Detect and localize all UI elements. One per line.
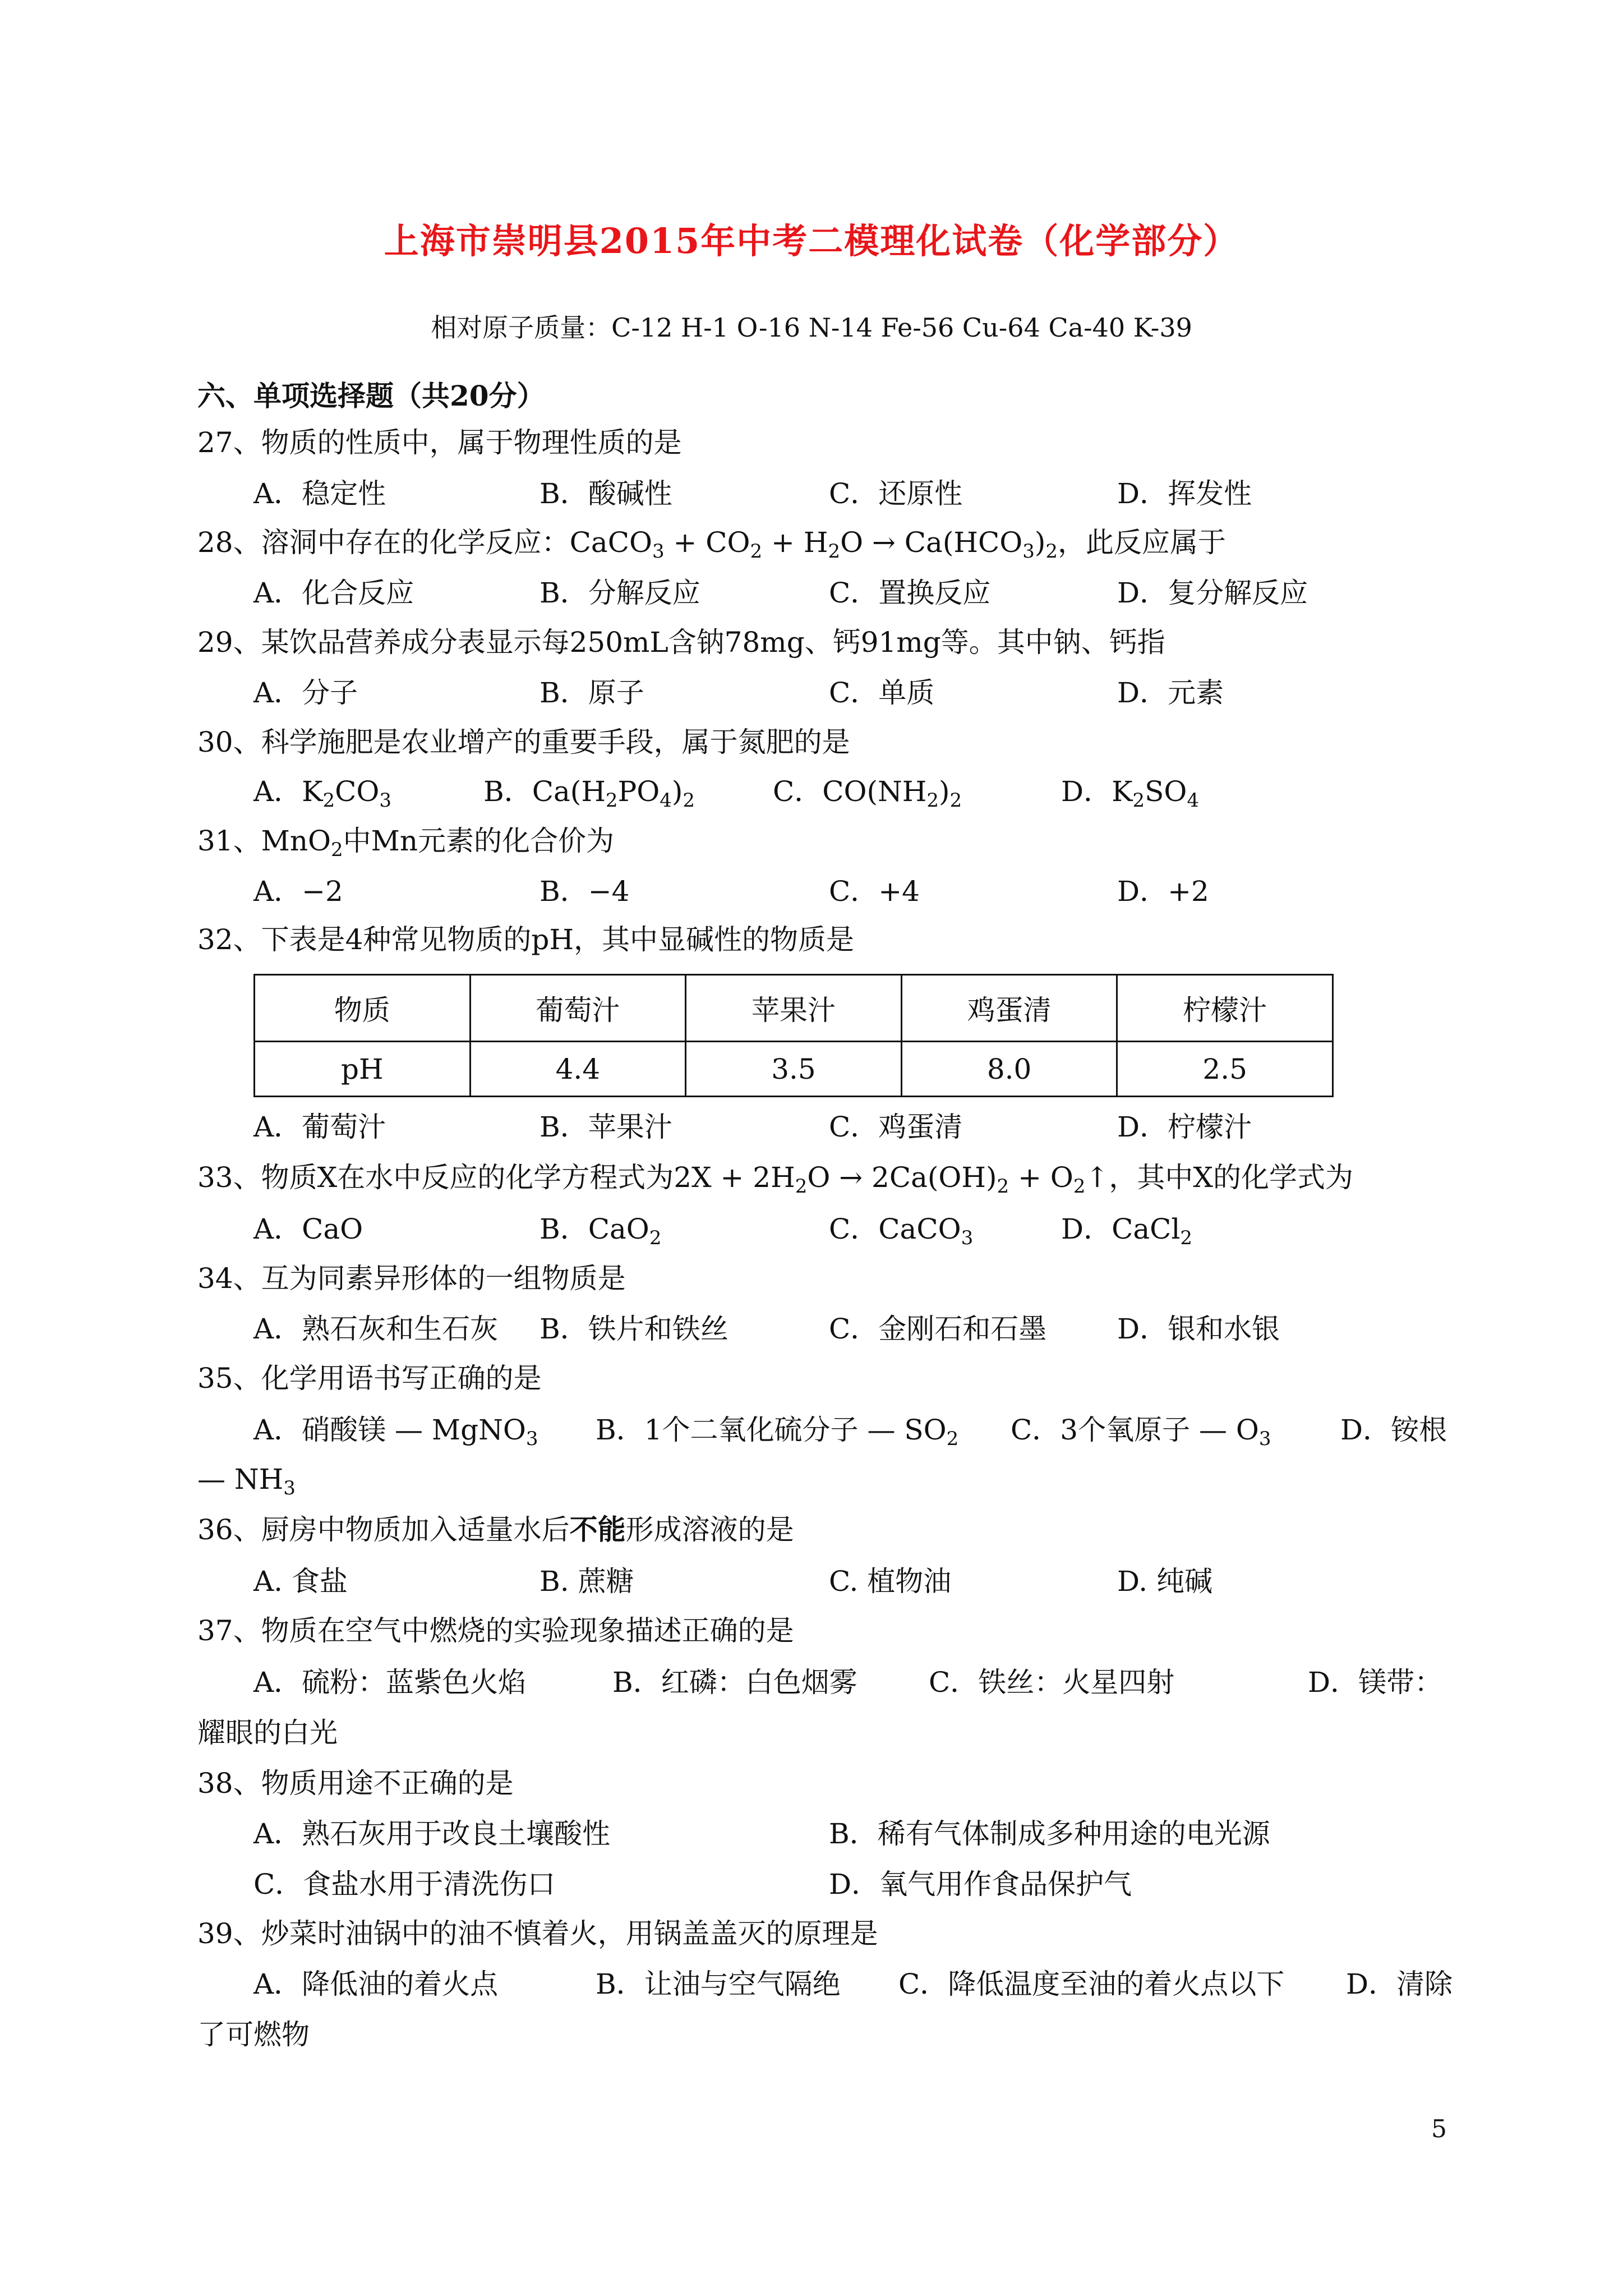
q34-option-a: A．熟石灰和生石灰 <box>253 1313 499 1345</box>
question-29-stem: 29、某饮品营养成分表显示每250mL含钠78mg、钙91mg等。其中钠、钙指 <box>197 626 1165 659</box>
table-cell: 物质 <box>255 975 471 1042</box>
q32-option-a: A．葡萄汁 <box>253 1111 386 1143</box>
q39-option-a: A．降低油的着火点 <box>253 1968 499 2000</box>
q33-option-b: B．CaO$_2$ <box>540 1213 662 1249</box>
table-cell: 8.0 <box>901 1042 1117 1097</box>
q37-option-d-continued: 耀眼的白光 <box>197 1717 338 1749</box>
q28-option-b: B．分解反应 <box>540 577 700 609</box>
q29-option-a: A．分子 <box>253 677 358 709</box>
table-cell: 2.5 <box>1117 1042 1333 1097</box>
q28-option-d: D．复分解反应 <box>1117 577 1308 609</box>
q27-option-b: B．酸碱性 <box>540 477 672 510</box>
q39-option-c: C．降低温度至油的着火点以下 <box>898 1968 1285 2000</box>
q31-option-a: A．−2 <box>253 875 343 908</box>
q32-option-b: B．苹果汁 <box>540 1111 672 1143</box>
question-36-stem: 36、厨房中物质加入适量水后不能形成溶液的是 <box>197 1513 794 1546</box>
page-title: 上海市崇明县2015年中考二模理化试卷（化学部分） <box>384 220 1239 261</box>
question-39-stem: 39、炒菜时油锅中的油不慎着火，用锅盖盖灭的原理是 <box>197 1917 878 1950</box>
question-31-stem: 31、MnO$_2$中Mn元素的化合价为 <box>197 825 615 861</box>
question-34-stem: 34、互为同素异形体的一组物质是 <box>197 1262 626 1295</box>
q31-option-d: D．+2 <box>1117 875 1209 908</box>
q30-option-b: B．$Ca(H_2PO_4)_2$ <box>483 775 695 812</box>
q33-option-d: D．CaCl$_2$ <box>1061 1213 1193 1249</box>
question-27-stem: 27、物质的性质中，属于物理性质的是 <box>197 426 682 459</box>
q34-option-b: B．铁片和铁丝 <box>540 1313 728 1345</box>
q27-option-c: C．还原性 <box>829 477 963 510</box>
q30-option-a: A．$K_2CO_3$ <box>253 775 391 812</box>
q28-option-a: A．化合反应 <box>253 577 414 609</box>
q38-option-a: A．熟石灰用于改良土壤酸性 <box>253 1818 611 1850</box>
q35-option-d: D．铵根 <box>1340 1414 1447 1446</box>
page-number: 5 <box>1431 2115 1447 2143</box>
q37-option-a: A．硫粉：蓝紫色火焰 <box>253 1666 527 1699</box>
section-heading: 六、单项选择题（共20分） <box>197 379 545 412</box>
atomic-masses: 相对原子质量：C-12 H-1 O-16 N-14 Fe-56 Cu-64 Ca-40 K-39 <box>431 312 1192 343</box>
q36-option-c: C. 植物油 <box>829 1565 952 1598</box>
table-header-row <box>255 975 1333 1042</box>
q29-option-d: D．元素 <box>1117 677 1224 709</box>
q34-option-d: D．银和水银 <box>1117 1313 1280 1345</box>
question-28-stem: 28、溶洞中存在的化学反应：CaCO$_3$ + $CO_2 + H_2O \to Ca(HCO_3)_2$，此反应属于 <box>197 526 1226 563</box>
q30-option-d: D．$K_2SO_4$ <box>1061 775 1199 812</box>
table-cell: 3.5 <box>686 1042 902 1097</box>
q33-option-a: A．CaO <box>253 1213 363 1245</box>
q29-option-b: B．原子 <box>540 677 644 709</box>
question-33-stem: 33、物质X在水中反应的化学方程式为$2X + 2H_2O \to 2Ca(OH)_2$ + $O_2↑$，其中X的化学式为 <box>197 1161 1354 1198</box>
question-30-stem: 30、科学施肥是农业增产的重要手段，属于氮肥的是 <box>197 726 850 758</box>
q35-option-d-continued: — $NH_3$ <box>197 1463 296 1499</box>
table-cell: 苹果汁 <box>686 975 902 1042</box>
q39-option-b: B．让油与空气隔绝 <box>596 1968 841 2000</box>
table-cell: 葡萄汁 <box>470 975 686 1042</box>
table-cell: 4.4 <box>470 1042 686 1097</box>
q32-option-d: D．柠檬汁 <box>1117 1111 1252 1143</box>
q35-option-b: B．1个二氧化硫分子 — $SO_2$ <box>596 1414 959 1450</box>
q36-option-d: D. 纯碱 <box>1117 1565 1213 1598</box>
emphasis-not: 不能 <box>569 1513 626 1546</box>
q36-option-a: A. 食盐 <box>253 1565 348 1598</box>
table-row <box>255 1042 1333 1097</box>
q39-option-d: D．清除 <box>1346 1968 1453 2000</box>
q27-option-a: A．稳定性 <box>253 477 386 510</box>
q31-option-b: B．−4 <box>540 875 630 908</box>
table-cell: 柠檬汁 <box>1117 975 1333 1042</box>
q39-option-d-continued: 了可燃物 <box>197 2018 310 2051</box>
q38-option-d: D．氧气用作食品保护气 <box>829 1868 1132 1901</box>
ph-table <box>253 974 1334 1097</box>
table-cell: pH <box>255 1042 471 1097</box>
q36-option-b: B. 蔗糖 <box>540 1565 634 1598</box>
question-32-stem: 32、下表是4种常见物质的pH，其中显碱性的物质是 <box>197 923 855 956</box>
q33-option-c: C．CaCO$_3$ <box>829 1213 974 1249</box>
q37-option-b: B．红磷：白色烟雾 <box>612 1666 857 1699</box>
q31-option-c: C．+4 <box>829 875 920 908</box>
q29-option-c: C．单质 <box>829 677 935 709</box>
q30-option-c: C．$CO(NH_2)_2$ <box>773 775 962 812</box>
question-37-stem: 37、物质在空气中燃烧的实验现象描述正确的是 <box>197 1614 794 1647</box>
q38-option-c: C．食盐水用于清洗伤口 <box>253 1868 556 1901</box>
q28-option-c: C．置换反应 <box>829 577 991 609</box>
q38-option-b: B．稀有气体制成多种用途的电光源 <box>829 1818 1270 1850</box>
q32-option-c: C．鸡蛋清 <box>829 1111 963 1143</box>
question-38-stem: 38、物质用途不正确的是 <box>197 1767 514 1800</box>
q35-option-c: C．3个氧原子 — $O_3$ <box>1011 1414 1271 1450</box>
question-35-stem: 35、化学用语书写正确的是 <box>197 1362 542 1395</box>
q27-option-d: D．挥发性 <box>1117 477 1252 510</box>
q34-option-c: C．金刚石和石墨 <box>829 1313 1047 1345</box>
table-cell: 鸡蛋清 <box>901 975 1117 1042</box>
q35-option-a: A．硝酸镁 — MgNO$_3$ <box>253 1414 538 1450</box>
q37-option-d: D．镁带： <box>1308 1666 1443 1699</box>
q37-option-c: C．铁丝：火星四射 <box>929 1666 1175 1699</box>
